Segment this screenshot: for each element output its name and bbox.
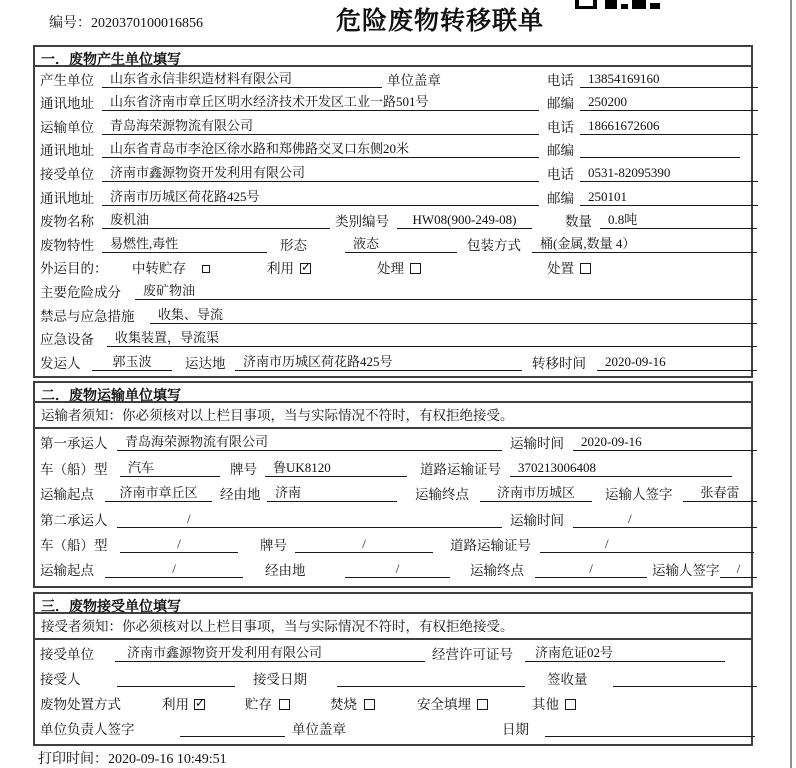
packaging-label: 包装方式	[467, 237, 521, 253]
purpose-option-transfer-storage-label: 中转贮存	[132, 261, 186, 277]
vehicle1-value: 汽车	[120, 460, 220, 477]
row-vehicle1	[35, 454, 751, 479]
receive-date-value	[337, 670, 525, 687]
row-carrier1	[35, 429, 751, 454]
doc-number-label: 编号：	[49, 16, 91, 31]
purpose-option-disposal-label: 处置	[547, 261, 574, 277]
character-label: 废物特性	[40, 237, 94, 253]
producer-value: 山东省永信非织造材料有限公司	[102, 71, 382, 88]
page-right-edge	[790, 0, 792, 768]
phone1-value: 13854169160	[580, 71, 758, 88]
checkbox-reuse	[300, 263, 311, 274]
print-time-value: 2020-09-16 10:49:51	[108, 752, 227, 767]
doc-number	[49, 12, 203, 32]
receive-unit-value: 济南市鑫源物资开发利用有限公司	[115, 645, 425, 662]
via2-value: /	[345, 561, 450, 578]
license2-label: 道路运输证号	[450, 537, 531, 553]
addr1-label: 通讯地址	[40, 96, 94, 112]
origin2-value: /	[105, 561, 243, 578]
phone3-label: 电话	[547, 166, 574, 182]
phone2-label: 电话	[547, 119, 574, 135]
time2-label: 运输时间	[510, 512, 564, 528]
section-transporter	[33, 381, 753, 588]
transporter-label: 运输单位	[40, 119, 94, 135]
time1-label: 运输时间	[510, 436, 564, 452]
destination-value: 济南市历城区荷花路425号	[235, 354, 522, 371]
transporter-notice: 运输者须知：你必须核对以上栏目事项，当与实际情况不符时，有权拒绝接受。	[35, 403, 751, 429]
purpose-option-reuse-label: 利用	[267, 261, 294, 277]
row-waste-character	[35, 232, 751, 256]
zip2-label: 邮编	[547, 143, 574, 159]
contraindication-value: 收集、导流	[150, 307, 757, 324]
form-value: 液态	[345, 236, 457, 253]
row-hazard	[35, 279, 751, 303]
row-transporter	[35, 114, 751, 138]
hazard-label: 主要危险成分	[40, 284, 121, 300]
row-carrier2	[35, 505, 751, 530]
vehicle2-value: /	[120, 536, 238, 553]
checkbox-disposal-other	[565, 699, 576, 710]
unit-seal-label: 单位盖章	[387, 72, 441, 88]
phone3-value: 0531-82095390	[580, 165, 758, 182]
print-time-label: 打印时间：	[38, 752, 108, 767]
qr-code-icon	[575, 0, 663, 9]
section-producer	[33, 45, 753, 378]
row-shipper	[35, 350, 751, 374]
disposal-option-incineration-label: 焚烧	[330, 696, 357, 712]
hazard-value: 废矿物油	[135, 283, 757, 300]
vehicle1-label: 车（船）型	[40, 461, 108, 477]
waste-name-label: 废物名称	[40, 214, 94, 230]
phone1-label: 电话	[547, 72, 574, 88]
carrier1-label: 第一承运人	[40, 436, 108, 452]
section-receiver-title: 三．废物接受单位填写	[35, 594, 751, 614]
row-receiver-address	[35, 185, 751, 209]
checkbox-disposal-landfill	[477, 699, 488, 710]
row-producer	[35, 67, 751, 91]
form-label: 形态	[280, 237, 307, 253]
purpose-label: 外运目的：	[40, 261, 108, 277]
license1-label: 道路运输证号	[420, 461, 501, 477]
section-receiver	[33, 592, 753, 746]
receiver-notice: 接受者须知：你必须核对以上栏目事项，当与实际情况不符时，有权拒绝接受。	[35, 614, 751, 640]
row-emergency-equipment	[35, 327, 751, 351]
disposal-option-storage-label: 贮存	[245, 696, 272, 712]
receiver-seal-label: 单位盖章	[292, 721, 346, 737]
row-contraindication	[35, 303, 751, 327]
license2-value: /	[540, 536, 754, 553]
plate2-value: /	[295, 536, 433, 553]
quantity-value: 0.8吨	[600, 212, 757, 229]
checkbox-disposal	[580, 263, 591, 274]
row-transporter-address	[35, 138, 751, 162]
carrier2-value: /	[117, 511, 502, 528]
carrier2-label: 第二承运人	[40, 512, 108, 528]
head-sign-value	[180, 720, 285, 737]
row-producer-address	[35, 91, 751, 115]
row-purpose	[35, 256, 751, 280]
zip3-value: 250101	[580, 189, 758, 206]
time1-value: 2020-09-16	[573, 434, 757, 451]
row-disposal-method	[35, 690, 751, 715]
origin2-label: 运输起点	[40, 563, 94, 579]
zip1-value: 250200	[580, 94, 758, 111]
end2-label: 运输终点	[470, 563, 524, 579]
recipient-label: 接受人	[40, 671, 81, 687]
receiver-label: 接受单位	[40, 166, 94, 182]
page-title: 危险废物转移联单	[336, 8, 545, 35]
destination-label: 运达地	[185, 355, 226, 371]
disposal-option-other-label: 其他	[532, 696, 559, 712]
date2-value	[545, 720, 755, 737]
packaging-value: 桶(金属,数量 4）	[532, 236, 757, 253]
sign2-value: /	[720, 561, 757, 578]
transporter-value: 青岛海荣源物流有限公司	[102, 118, 539, 135]
origin1-value: 济南市章丘区	[105, 485, 212, 502]
license1-value: 370213006408	[510, 460, 732, 477]
row-waste-name	[35, 209, 751, 233]
row-route1	[35, 480, 751, 505]
disposal-option-landfill-label: 安全填埋	[417, 696, 471, 712]
disposal-option-reuse-label: 利用	[162, 696, 189, 712]
transfer-date-label: 转移时间	[532, 355, 586, 371]
equipment-value: 收集装置，导流渠	[107, 330, 757, 347]
category-label: 类别编号	[335, 214, 389, 230]
purpose-option-treatment-label: 处理	[377, 261, 404, 277]
via2-label: 经由地	[265, 563, 306, 579]
vehicle2-label: 车（船）型	[40, 537, 108, 553]
addr1-value: 山东省济南市章丘区明水经济技术开发区工业一路501号	[102, 94, 539, 111]
addr2-value: 山东省青岛市李沧区徐水路和郑佛路交叉口东侧20米	[102, 141, 539, 158]
checkbox-disposal-reuse	[194, 699, 205, 710]
head-sign-label: 单位负责人签字	[40, 721, 135, 737]
checkbox-disposal-storage	[279, 699, 290, 710]
category-value: HW08(900-249-08)	[397, 212, 532, 229]
print-time	[38, 748, 227, 768]
character-value: 易燃性,毒性	[102, 236, 267, 253]
via1-label: 经由地	[220, 487, 261, 503]
recipient-value	[117, 670, 235, 687]
equipment-label: 应急设备	[40, 332, 94, 348]
permit-label: 经营许可证号	[432, 646, 513, 662]
zip2-value	[580, 141, 740, 158]
end1-value: 济南市历城区	[480, 485, 592, 502]
transfer-date-value: 2020-09-16	[597, 354, 757, 371]
sign1-value: 张春雷	[683, 485, 757, 502]
via1-value: 济南	[267, 485, 397, 502]
time2-value: /	[573, 511, 757, 528]
permit-value: 济南危证02号	[525, 645, 725, 662]
disposal-label: 废物处置方式	[40, 696, 121, 712]
section-transporter-title: 二．废物运输单位填写	[35, 383, 751, 403]
end2-value: /	[535, 561, 647, 578]
plate2-label: 牌号	[260, 537, 287, 553]
row-recipient	[35, 665, 751, 690]
checkbox-treatment	[410, 263, 421, 274]
checkbox-transfer-storage	[202, 265, 210, 273]
receiver-value: 济南市鑫源物资开发利用有限公司	[102, 165, 539, 182]
checkbox-disposal-incineration	[364, 699, 375, 710]
plate1-value: 鲁UK8120	[265, 460, 407, 477]
plate1-label: 牌号	[230, 461, 257, 477]
contraindication-label: 禁忌与应急措施	[40, 308, 135, 324]
row-route2	[35, 556, 751, 581]
zip1-label: 邮编	[547, 96, 574, 112]
row-receive-unit	[35, 640, 751, 665]
addr2-label: 通讯地址	[40, 143, 94, 159]
receive-date-label: 接受日期	[253, 671, 307, 687]
addr3-value: 济南市历城区荷花路425号	[102, 189, 539, 206]
quantity-label: 数量	[565, 214, 592, 230]
sign2-label: 运输人签字	[652, 563, 720, 579]
receive-unit-label: 接受单位	[40, 646, 94, 662]
amount-label: 签收量	[547, 671, 588, 687]
sign1-label: 运输人签字	[605, 487, 673, 503]
amount-value	[613, 670, 757, 687]
end1-label: 运输终点	[415, 487, 469, 503]
row-head-signature	[35, 715, 751, 740]
phone2-value: 18661672606	[580, 118, 758, 135]
waste-name-value: 废机油	[102, 212, 330, 229]
producer-label: 产生单位	[40, 72, 94, 88]
addr3-label: 通讯地址	[40, 190, 94, 206]
shipper-label: 发运人	[40, 355, 81, 371]
doc-number-value: 2020370100016856	[91, 16, 203, 31]
row-receiver	[35, 161, 751, 185]
carrier1-value: 青岛海荣源物流有限公司	[117, 434, 502, 451]
origin1-label: 运输起点	[40, 487, 94, 503]
shipper-value: 郭玉波	[92, 354, 172, 371]
date2-label: 日期	[502, 721, 529, 737]
row-vehicle2	[35, 531, 751, 556]
section-producer-title: 一．废物产生单位填写	[35, 47, 751, 67]
zip3-label: 邮编	[547, 190, 574, 206]
